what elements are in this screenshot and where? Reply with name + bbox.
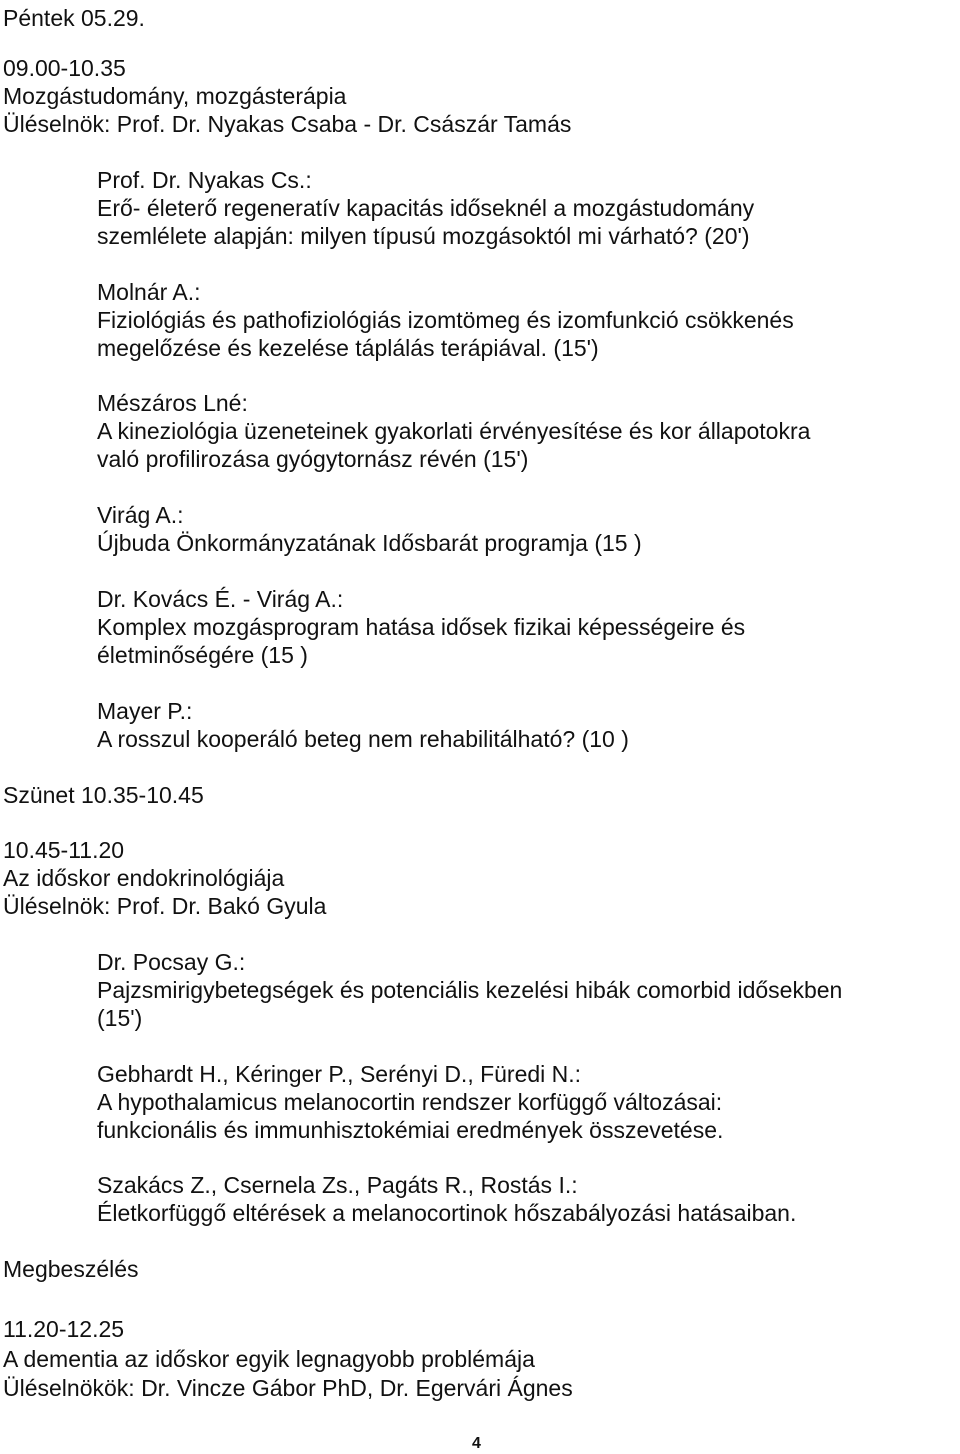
talk-title-line: (15') (97, 1005, 143, 1031)
discussion-label: Megbeszélés (3, 1256, 139, 1282)
talk-author: Gebhardt H., Kéringer P., Serényi D., Füredi N.: (97, 1061, 582, 1087)
talk-title-line: megelőzése és kezelése táplálás terápiával. (15') (97, 335, 599, 361)
talk-title-line: Fiziológiás és pathofiziológiás izomtömeg és izomfunkció csökkenés (97, 307, 794, 333)
talk-author: Dr. Pocsay G.: (97, 949, 246, 975)
talk-title-line: Komplex mozgásprogram hatása idősek fizikai képességeire és (97, 614, 746, 640)
talk-title-line: funkcionális és immunhisztokémiai eredmények összevetése. (97, 1117, 724, 1143)
session-time: 10.45-11.20 (3, 837, 125, 863)
talk-title-line: A hypothalamicus melanocortin rendszer korfüggő változásai: (97, 1089, 723, 1115)
session-chairs: Üléselnök: Prof. Dr. Nyakas Csaba - Dr. Császár Tamás (3, 111, 572, 137)
session-chairs: Üléselnökök: Dr. Vincze Gábor PhD, Dr. Egervári Ágnes (3, 1375, 573, 1401)
talk-title-line: Újbuda Önkormányzatának Idősbarát programja (15 ) (97, 530, 642, 556)
talk-author: Szakács Z., Csernela Zs., Pagáts R., Rostás I.: (97, 1172, 578, 1198)
talk-author: Prof. Dr. Nyakas Cs.: (97, 167, 312, 193)
talk-title-line: Erő- életerő regeneratív kapacitás időseknél a mozgástudomány (97, 195, 755, 221)
session-title: Az időskor endokrinológiája (3, 865, 285, 891)
talk-author: Dr. Kovács É. - Virág A.: (97, 586, 344, 612)
talk-title-line: Pajzsmirigybetegségek és potenciális kezelési hibák comorbid idősekben (97, 977, 843, 1003)
talk-title-line: Életkorfüggő eltérések a melanocortinok hőszabályozási hatásaiban. (97, 1200, 797, 1226)
session-time: 09.00-10.35 (3, 55, 126, 81)
talk-title-line: A kineziológia üzeneteinek gyakorlati érvényesítése és kor állapotokra (97, 418, 811, 444)
page-number: 4 (472, 1435, 481, 1452)
day-heading: Péntek 05.29. (3, 5, 145, 31)
session-time: 11.20-12.25 (3, 1316, 125, 1342)
talk-title-line: szemlélete alapján: milyen típusú mozgásoktól mi várható? (20') (97, 223, 750, 249)
session-title: Mozgástudomány, mozgásterápia (3, 83, 347, 109)
talk-title-line: életminőségére (15 ) (97, 642, 308, 668)
talk-title-line: való profilirozása gyógytornász révén (15') (97, 446, 529, 472)
session-chairs: Üléselnök: Prof. Dr. Bakó Gyula (3, 893, 327, 919)
break-label: Szünet 10.35-10.45 (3, 782, 204, 808)
talk-author: Mayer P.: (97, 698, 193, 724)
talk-author: Mészáros Lné: (97, 390, 248, 416)
session-title: A dementia az időskor egyik legnagyobb problémája (3, 1346, 535, 1372)
talk-author: Molnár A.: (97, 279, 201, 305)
talk-title-line: A rosszul kooperáló beteg nem rehabilitálható? (10 ) (97, 726, 629, 752)
talk-author: Virág A.: (97, 502, 184, 528)
